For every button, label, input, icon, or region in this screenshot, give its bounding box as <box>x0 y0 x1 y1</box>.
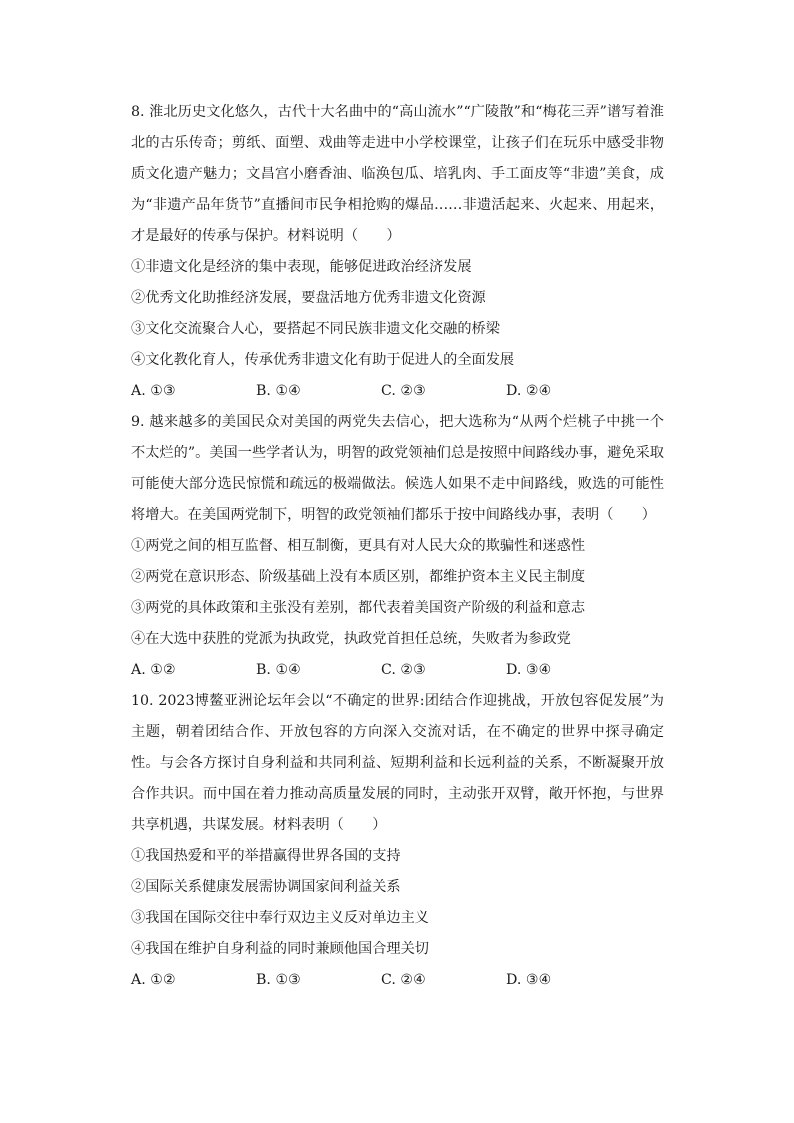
statement-2: ②两党在意识形态、阶级基础上没有本质区别，都维护资本主义民主制度 <box>131 569 586 585</box>
choice-d: D. ③④ <box>506 662 552 678</box>
question-stem: 8. 淮北历史文化悠久，古代十大名曲中的“高山流水”“广陵散”和“梅花三弄”谱写着淮北的古乐传奇；剪纸、面塑、戏曲等走进中小学校课堂，让孩子们在玩乐中感受非物质文化遗产魅力；文昌宫小磨香油、临涣包瓜、培乳肉、手工面皮等“非遗”美食，成为“非遗产品年货节”直播间市民争相抢购的爆品……非遗活起来、火起来、用起来，才是最好的传承与保护。材料说明（ ） <box>131 104 664 244</box>
choice-d: D. ③④ <box>506 972 552 988</box>
choice-d: D. ②④ <box>506 383 552 399</box>
choice-c: C. ②④ <box>381 972 426 988</box>
statement-4: ④在大选中获胜的党派为执政党，执政党首担任总统，失败者为参政党 <box>131 631 571 647</box>
statement-1: ①两党之间的相互监督、相互制衡，更具有对人民大众的欺骗性和迷惑性 <box>131 538 586 554</box>
choice-a: A. ①③ <box>131 383 176 399</box>
statement-3: ③我国在国际交往中奉行双边主义反对单边主义 <box>131 910 429 926</box>
statement-3: ③文化交流聚合人心，要搭起不同民族非遗文化交融的桥梁 <box>131 321 500 337</box>
statement-2: ②国际关系健康发展需协调国家间利益关系 <box>131 879 401 895</box>
choice-a: A. ①② <box>131 662 176 678</box>
question-stem: 10. 2023博鳌亚洲论坛年会以“不确定的世界:团结合作迎挑战，开放包容促发展”为主题，朝着团结合作、开放包容的方向深入交流对话，在不确定的世界中探寻确定性。与会各方探讨自身利益和共同利益、短期利益和长远利益的关系，不断凝聚开放合作共识。而中国在着力推动高质量发展的同时，主动张开双臂，敞开怀抱，与世界共享机遇，共谋发展。材料表明（ ） <box>131 693 664 833</box>
question-8 <box>131 97 664 407</box>
statement-1: ①非遗文化是经济的集中表现，能够促进政治经济发展 <box>131 259 472 275</box>
choice-c: C. ②③ <box>381 662 426 678</box>
answer-choices <box>131 376 664 407</box>
choice-a: A. ①② <box>131 972 176 988</box>
questions-container <box>131 97 664 996</box>
question-10 <box>131 686 664 996</box>
question-stem: 9. 越来越多的美国民众对美国的两党失去信心，把大选称为“从两个烂桃子中挑一个不太烂的”。美国一些学者认为，明智的政党领袖们总是按照中间路线办事，避免采取可能使大部分选民惊慌和疏远的极端做法。候选人如果不走中间路线，败选的可能性将增大。在美国两党制下，明智的政党领袖们都乐于按中间路线办事，表明（ ） <box>131 414 664 523</box>
statement-1: ①我国热爱和平的举措赢得世界各国的支持 <box>131 848 401 864</box>
choice-c: C. ②③ <box>381 383 426 399</box>
choice-b: B. ①④ <box>256 662 301 678</box>
answer-choices <box>131 965 664 996</box>
statement-4: ④我国在维护自身利益的同时兼顾他国合理关切 <box>131 941 429 957</box>
statement-2: ②优秀文化助推经济发展，要盘活地方优秀非遗文化资源 <box>131 290 486 306</box>
statement-4: ④文化教化育人，传承优秀非遗文化有助于促进人的全面发展 <box>131 352 515 368</box>
statement-3: ③两党的具体政策和主张没有差别，都代表着美国资产阶级的利益和意志 <box>131 600 586 616</box>
answer-choices <box>131 655 664 686</box>
choice-b: B. ①③ <box>256 972 301 988</box>
choice-b: B. ①④ <box>256 383 301 399</box>
question-9 <box>131 407 664 686</box>
